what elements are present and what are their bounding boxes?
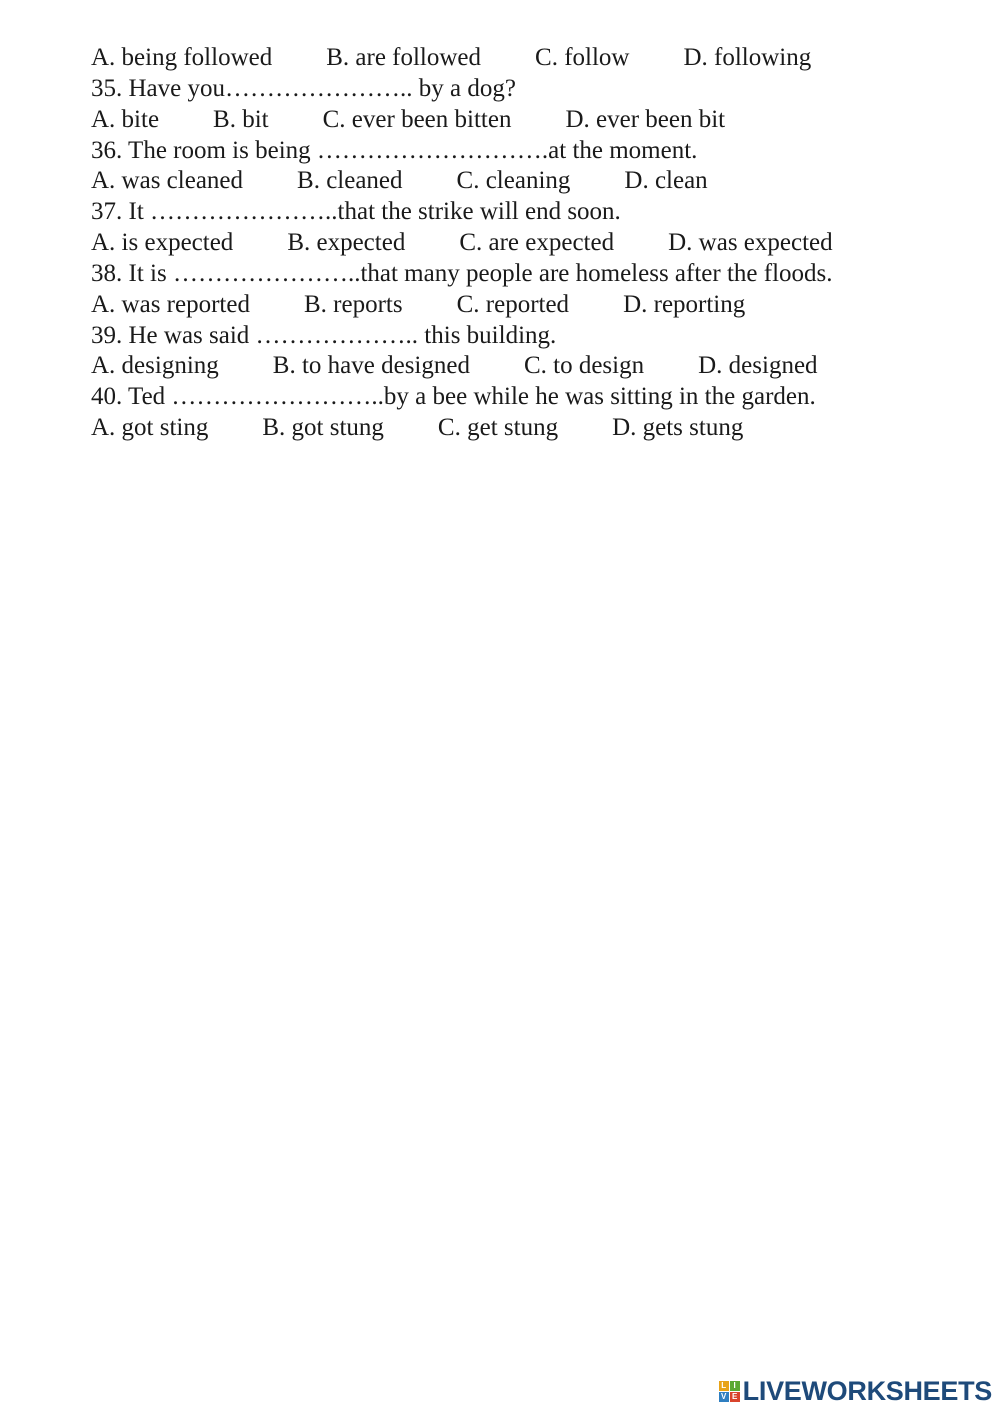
options-row — [91, 105, 951, 136]
option-a[interactable]: A. was reported — [91, 290, 250, 318]
option-c[interactable]: C. to design — [523, 352, 645, 380]
option-b[interactable]: B. are followed — [326, 44, 482, 71]
options-row — [91, 290, 951, 321]
option-a[interactable]: A. got sting — [91, 414, 209, 442]
option-c[interactable]: C. reported — [456, 290, 570, 318]
logo-letter: L — [719, 1381, 729, 1391]
worksheet — [91, 43, 951, 444]
logo-letter: I — [730, 1381, 740, 1391]
option-c[interactable]: C. get stung — [437, 414, 559, 442]
option-b[interactable]: B. got stung — [262, 414, 384, 442]
option-c[interactable]: C. follow — [535, 44, 630, 71]
options-row — [91, 166, 951, 197]
option-b[interactable]: B. bit — [213, 105, 269, 133]
option-b[interactable]: B. cleaned — [297, 167, 403, 195]
option-b[interactable]: B. expected — [287, 229, 406, 257]
option-c[interactable]: C. are expected — [459, 229, 615, 257]
question-36: 36. The room is being ……………………….at the moment. — [91, 136, 698, 164]
option-b[interactable]: B. to have designed — [272, 352, 470, 380]
option-a[interactable]: A. bite — [91, 105, 160, 133]
question-40: 40. Ted ……………………..by a bee while he was sitting in the garden. — [91, 383, 816, 411]
option-d[interactable]: D. was expected — [668, 229, 833, 257]
option-a[interactable]: A. is expected — [91, 229, 234, 257]
option-d[interactable]: D. following — [683, 44, 812, 71]
option-a[interactable]: A. being followed — [91, 44, 273, 71]
options-row — [91, 228, 951, 259]
option-a[interactable]: A. designing — [91, 352, 219, 380]
logo-letter: E — [730, 1392, 740, 1402]
option-d[interactable]: D. designed — [698, 352, 818, 380]
question-38: 38. It is …………………..that many people are homeless after the floods. — [91, 259, 833, 287]
option-d[interactable]: D. clean — [624, 167, 708, 195]
question-39: 39. He was said ……………….. this building. — [91, 321, 557, 349]
question-35: 35. Have you………………….. by a dog? — [91, 74, 516, 102]
option-d[interactable]: D. reporting — [623, 290, 746, 318]
option-c[interactable]: C. ever been bitten — [322, 105, 512, 133]
options-row — [91, 413, 951, 444]
logo-letter: V — [719, 1392, 729, 1402]
logo-mark-icon — [719, 1381, 740, 1402]
question-37: 37. It …………………..that the strike will end soon. — [91, 198, 621, 226]
option-c[interactable]: C. cleaning — [456, 167, 571, 195]
option-d[interactable]: D. ever been bit — [565, 105, 726, 133]
option-d[interactable]: D. gets stung — [612, 414, 744, 442]
logo-text: LIVEWORKSHEETS — [742, 1376, 992, 1406]
options-row — [91, 43, 951, 74]
liveworksheets-logo[interactable] — [719, 1376, 992, 1407]
option-a[interactable]: A. was cleaned — [91, 167, 244, 195]
options-row — [91, 351, 951, 382]
option-b[interactable]: B. reports — [303, 290, 403, 318]
